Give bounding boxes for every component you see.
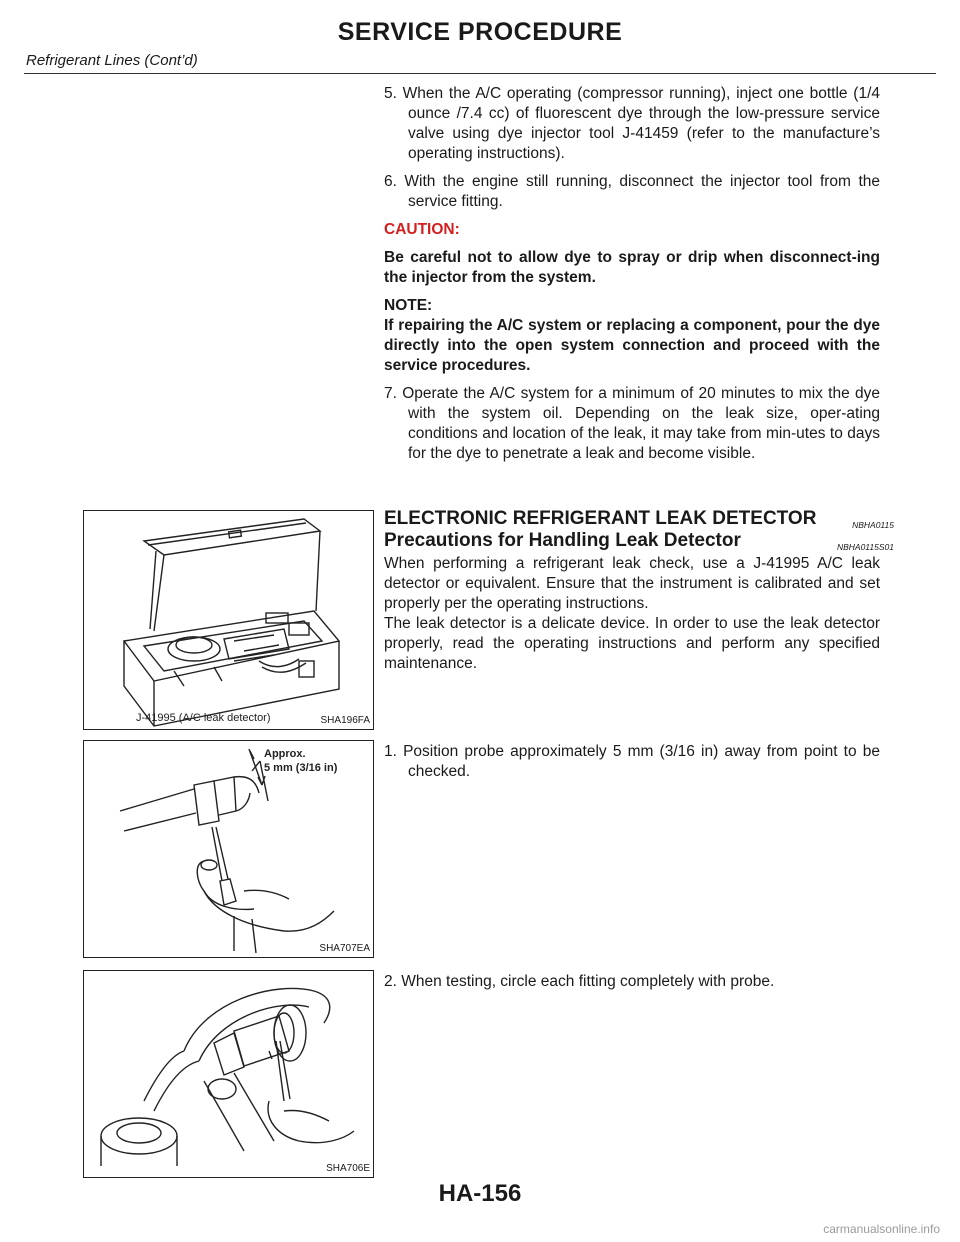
note-text: If repairing the A/C system or replacing a component, pour the dye directly into the open system connection and proceed with the service procedures. bbox=[384, 317, 880, 374]
section-subtitle-text: Precautions for Handling Leak Detector bbox=[384, 530, 741, 551]
fig2-id: SHA707EA bbox=[319, 943, 370, 954]
header-divider bbox=[24, 73, 936, 74]
fig3-id: SHA706E bbox=[326, 1163, 370, 1174]
figure-probe-distance bbox=[83, 740, 374, 958]
step-1: 1. Position probe approximately 5 mm (3/16 in) away from point to be checked. bbox=[384, 743, 880, 780]
fig2-label-approx: Approx. bbox=[264, 748, 306, 760]
circle-fitting-illustration bbox=[84, 971, 373, 1177]
section-title bbox=[384, 508, 894, 530]
step-2-block bbox=[384, 972, 880, 1000]
fig2-label-distance: 5 mm (3/16 in) bbox=[264, 762, 338, 774]
step-2: 2. When testing, circle each fitting completely with probe. bbox=[384, 973, 775, 990]
section-subtitle bbox=[384, 530, 894, 552]
fig1-id: SHA196FA bbox=[320, 715, 370, 726]
figure-circle-fitting bbox=[83, 970, 374, 1178]
fig1-caption: J-41995 (A/C leak detector) bbox=[136, 712, 271, 724]
page-header-subtitle: Refrigerant Lines (Cont’d) bbox=[26, 52, 198, 69]
leak-detector-kit-illustration bbox=[84, 511, 373, 729]
leak-detector-section bbox=[384, 508, 894, 682]
figure-leak-detector-kit bbox=[83, 510, 374, 730]
step-7: 7. Operate the A/C system for a minimum of 20 minutes to mix the dye with the system oil. Depending on the leak size, oper-ating conditions and location of the leak, it may take from min-utes to days for the dye to penetrate a leak and become visible. bbox=[384, 385, 880, 462]
probe-distance-illustration bbox=[84, 741, 373, 957]
step-6: 6. With the engine still running, disconnect the injector tool from the service fitting. bbox=[384, 173, 880, 210]
note-label: NOTE: bbox=[384, 297, 433, 314]
step-5: 5. When the A/C operating (compressor running), inject one bottle (1/4 ounce /7.4 cc) of fluorescent dye through the low-pressure service valve using dye injector tool J-41459 (refer to the manufacture’s operating instructions). bbox=[384, 85, 880, 162]
caution-text: Be careful not to allow dye to spray or drip when disconnect-ing the injector from the system. bbox=[384, 249, 880, 286]
section-para-1: When performing a refrigerant leak check, use a J-41995 A/C leak detector or equivalent. Ensure that the instrument is calibrated and set properly per the operating instructions. bbox=[384, 555, 880, 612]
section-subcode: NBHA0115S01 bbox=[836, 542, 894, 552]
step-1-block bbox=[384, 742, 880, 790]
section-para-2: The leak detector is a delicate device. In order to use the leak detector properly, read the operating instructions and perform any specified maintenance. bbox=[384, 615, 880, 672]
top-text-block bbox=[384, 84, 880, 472]
watermark: carmanualsonline.info bbox=[823, 1222, 940, 1236]
page-number: HA-156 bbox=[438, 1180, 522, 1207]
page-header-title: SERVICE PROCEDURE bbox=[337, 18, 623, 46]
caution-label: CAUTION: bbox=[384, 221, 460, 238]
section-title-text: ELECTRONIC REFRIGERANT LEAK DETECTOR bbox=[384, 508, 817, 529]
section-code: NBHA0115 bbox=[852, 520, 894, 530]
